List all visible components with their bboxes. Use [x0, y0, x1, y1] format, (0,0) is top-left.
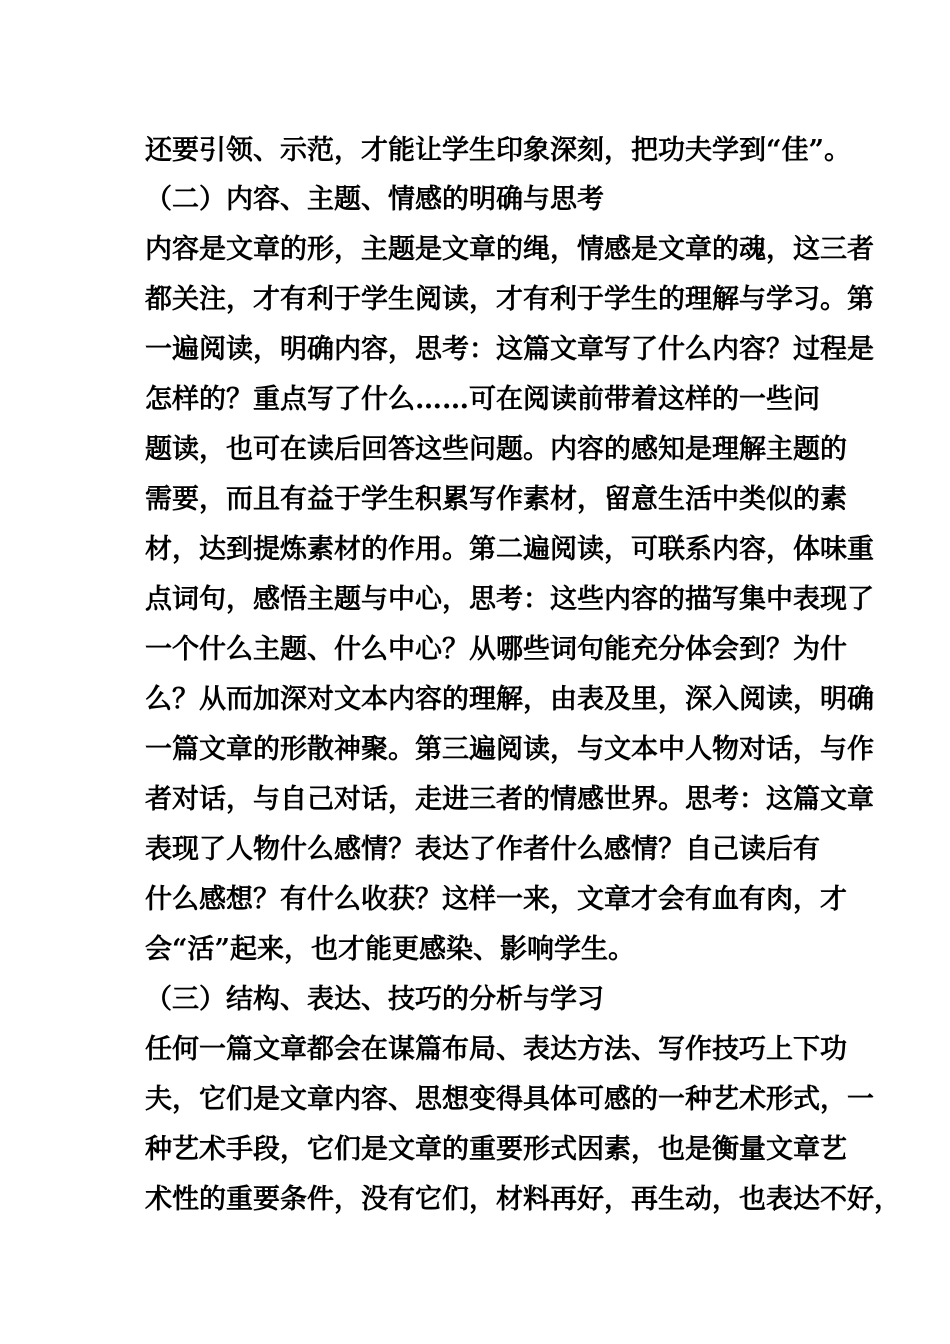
- section-heading: （三）结构、表达、技巧的分析与学习: [145, 984, 604, 1015]
- text-line: 还要引领、示范，才能让学生印象深刻，把功夫学到“佳”。: [145, 135, 852, 166]
- text-line: 一遍阅读，明确内容，思考：这篇文章写了什么内容？过程是: [145, 334, 874, 365]
- text-line: 内容是文章的形，主题是文章的绳，情感是文章的魂，这三者: [145, 234, 874, 265]
- text-line: 夫，它们是文章内容、思想变得具体可感的一种艺术形式，一: [145, 1084, 874, 1115]
- text-line: 么？从而加深对文本内容的理解，由表及里，深入阅读，明确: [145, 684, 874, 715]
- text-line: 术性的重要条件，没有它们，材料再好，再生动，也表达不好，: [145, 1184, 901, 1215]
- text-line: 什么感想？有什么收获？这样一来，文章才会有血有肉，才: [145, 884, 847, 915]
- text-line: 点词句，感悟主题与中心，思考：这些内容的描写集中表现了: [145, 584, 874, 615]
- text-line: 一个什么主题、什么中心？从哪些词句能充分体会到？为什: [145, 634, 847, 665]
- text-line: 需要，而且有益于学生积累写作素材，留意生活中类似的素: [145, 484, 847, 515]
- text-line: 题读，也可在读后回答这些问题。内容的感知是理解主题的: [145, 434, 847, 465]
- text-line: 会“活”起来，也才能更感染、影响学生。: [145, 934, 636, 965]
- section-heading: （二）内容、主题、情感的明确与思考: [145, 184, 604, 215]
- text-line: 一篇文章的形散神聚。第三遍阅读，与文本中人物对话，与作: [145, 734, 874, 765]
- text-line: 都关注，才有利于学生阅读，才有利于学生的理解与学习。第: [145, 284, 874, 315]
- text-line: 表现了人物什么感情？表达了作者什么感情？自己读后有: [145, 834, 820, 865]
- text-line: 任何一篇文章都会在谋篇布局、表达方法、写作技巧上下功: [145, 1034, 847, 1065]
- text-line: 材，达到提炼素材的作用。第二遍阅读，可联系内容，体味重: [145, 534, 874, 565]
- text-line: 种艺术手段，它们是文章的重要形式因素，也是衡量文章艺: [145, 1134, 847, 1165]
- text-line: 者对话，与自己对话，走进三者的情感世界。思考：这篇文章: [145, 784, 874, 815]
- text-line: 怎样的？重点写了什么……可在阅读前带着这样的一些问: [145, 384, 820, 415]
